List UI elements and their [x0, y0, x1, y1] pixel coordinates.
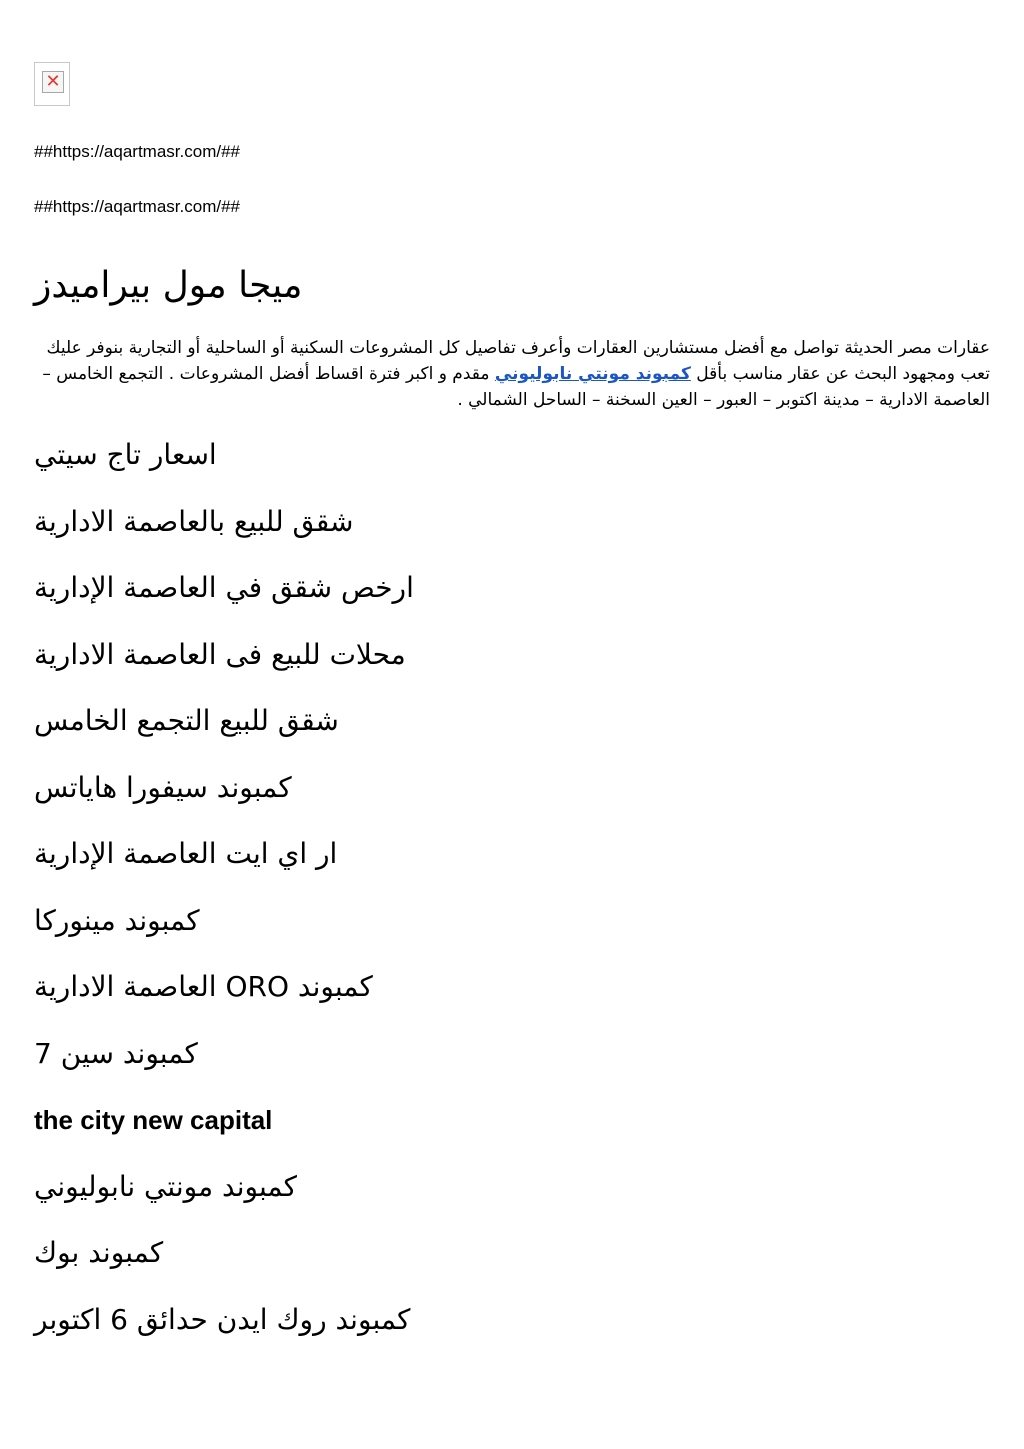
list-item-label[interactable]: كمبوند مينوركا	[34, 903, 200, 937]
list-item[interactable]	[34, 435, 990, 502]
page-content	[34, 62, 990, 1366]
list-item[interactable]	[34, 901, 990, 968]
intro-paragraph	[34, 335, 990, 413]
list-item[interactable]	[34, 568, 990, 635]
list-item-label[interactable]: شقق للبيع التجمع الخامس	[34, 704, 339, 737]
broken-image-x-glyph: ✕	[45, 71, 61, 92]
list-item-label[interactable]: محلات للبيع فى العاصمة الادارية	[34, 637, 406, 671]
list-item-label[interactable]: ار اي ايت العاصمة الإدارية	[34, 837, 338, 870]
page-title: ميجا مول بيراميدز	[34, 265, 303, 306]
list-item-label[interactable]: كمبوند روك ايدن حدائق 6 اكتوبر	[34, 1302, 411, 1336]
broken-image-icon	[34, 62, 70, 106]
list-item[interactable]	[34, 1034, 990, 1101]
list-item[interactable]	[34, 768, 990, 835]
url-line-1: ##https://aqartmasr.com/##	[34, 142, 240, 161]
list-item-label[interactable]: كمبوند بوك	[34, 1236, 164, 1269]
list-item-label[interactable]: شقق للبيع بالعاصمة الادارية	[34, 504, 354, 538]
url-line-2: ##https://aqartmasr.com/##	[34, 197, 240, 216]
intro-text-before-link: عقارات مصر الحديثة تواصل مع أفضل مستشارين العقارات وأعرف تفاصيل كل المشروعات السكنية أو الساحلية أو التجارية بنوفر عليك تعب ومجهود البحث عن عقار مناسب بأقل	[46, 338, 990, 384]
list-item-label[interactable]: the city new capital	[34, 1105, 273, 1135]
intro-link-monte-napoleone[interactable]: كمبوند مونتي نابوليوني	[494, 364, 691, 384]
broken-image-frame	[42, 71, 64, 93]
list-item[interactable]	[34, 834, 990, 901]
list-item[interactable]	[34, 1300, 990, 1367]
list-item[interactable]	[34, 1167, 990, 1234]
list-item[interactable]	[34, 1233, 990, 1300]
list-item-label[interactable]: كمبوند سيفورا هاياتس	[34, 770, 292, 804]
list-item[interactable]	[34, 502, 990, 569]
list-item-label[interactable]: ارخص شقق في العاصمة الإدارية	[34, 571, 414, 604]
list-item-label[interactable]: كمبوند مونتي نابوليوني	[34, 1169, 297, 1203]
link-list	[34, 435, 990, 1366]
list-item-label[interactable]: كمبوند ORO العاصمة الادارية	[34, 970, 373, 1003]
list-item[interactable]	[34, 1100, 990, 1167]
list-item[interactable]	[34, 701, 990, 768]
intro-text-after-link: مقدم و اكبر فترة اقساط أفضل المشروعات . التجمع الخامس – العاصمة الادارية – مدينة اكتوبر – العبور – العين السخنة – الساحل الشمالي .	[42, 364, 990, 410]
list-item-label[interactable]: اسعار تاج سيتي	[34, 438, 217, 471]
list-item[interactable]	[34, 967, 990, 1034]
list-item-label[interactable]: كمبوند سين 7	[34, 1036, 198, 1070]
list-item[interactable]	[34, 635, 990, 702]
